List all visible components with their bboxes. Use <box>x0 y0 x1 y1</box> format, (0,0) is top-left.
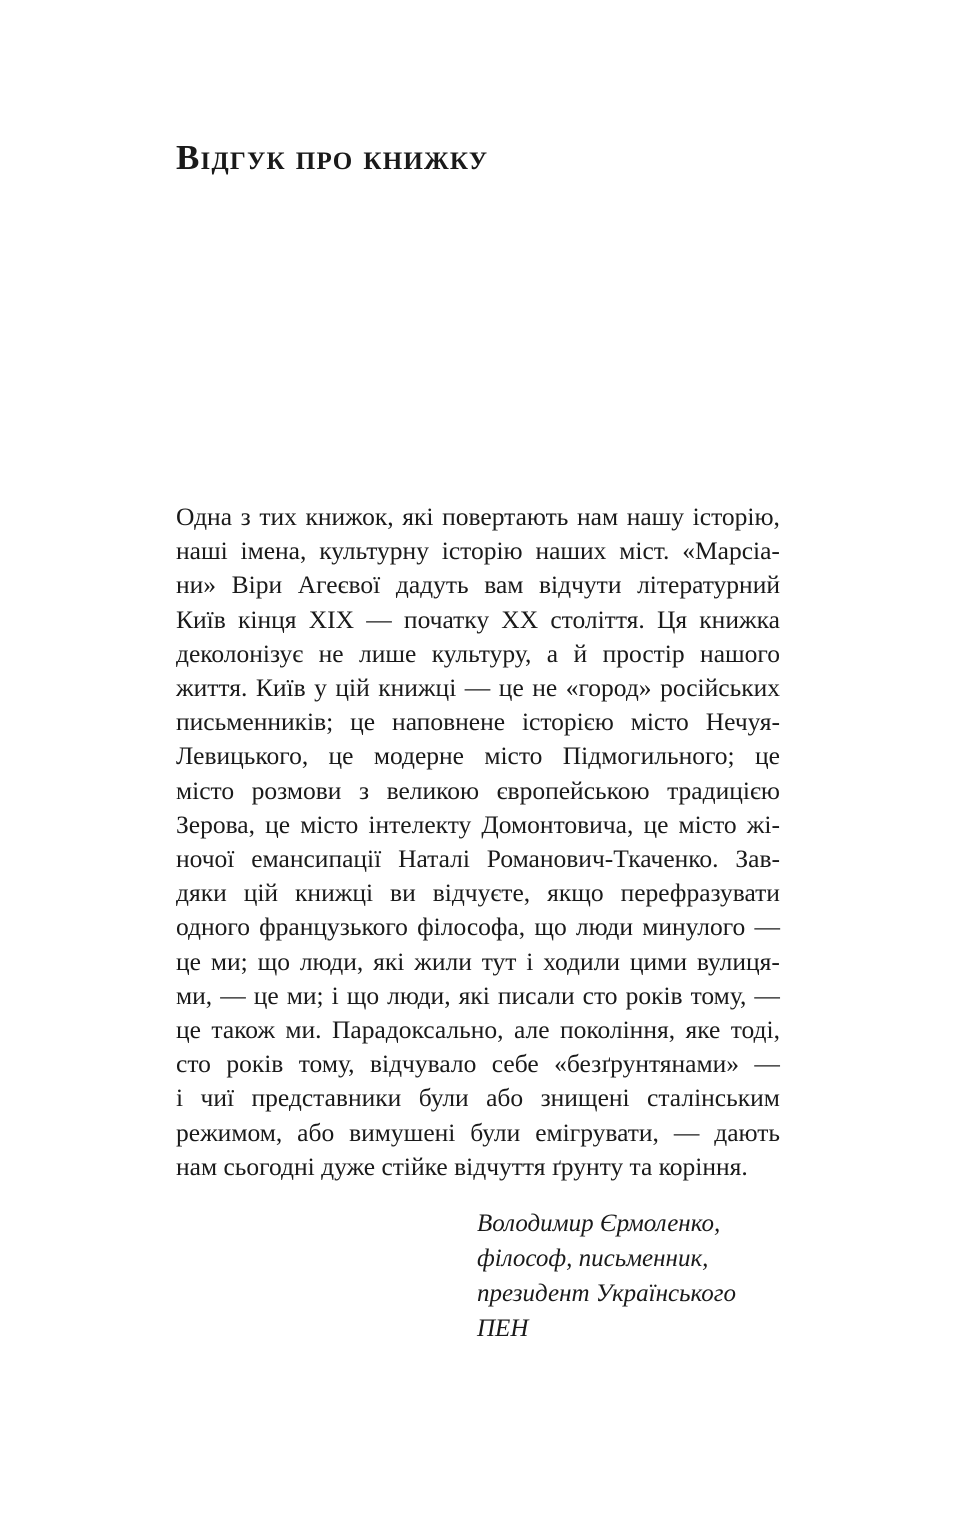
text-line: наші імена, культурну історію наших міст. «Марсіа- <box>176 536 780 566</box>
text-line: і чиї представники були або знищені сталінським <box>176 1083 780 1113</box>
text-line: ПЕН <box>477 1315 529 1342</box>
text-line: життя. Київ у цій книжці — це не «город» російських <box>176 673 780 703</box>
text-line: письменників; це наповнене історією місто Нечуя- <box>176 707 780 737</box>
review-body-text <box>176 500 780 1184</box>
page-title: Відгук про книжку <box>176 138 489 177</box>
text-line: Левицького, це модерне місто Підмогильного; це <box>176 741 780 771</box>
text-line: Київ кінця XIX — початку XX століття. Ця книжка <box>176 604 780 634</box>
text-line: це також ми. Парадоксально, але покоління, яке тоді, <box>176 1015 780 1045</box>
text-line: дяки цій книжці ви відчуєте, якщо перефразувати <box>176 878 780 908</box>
text-line: Одна з тих книжок, які повертають нам нашу історію, <box>176 502 780 531</box>
text-line: ни» Віри Агеєвої дадуть вам відчути літературний <box>176 570 780 600</box>
text-line: сто років тому, відчувало себе «безґрунтянами» — <box>176 1049 780 1079</box>
text-line: одного французького філософа, що люди минулого — <box>176 912 780 942</box>
text-line: ночої емансипації Наталі Романович-Ткаченко. Зав- <box>176 844 780 874</box>
text-line: президент Українського <box>477 1280 736 1307</box>
text-line: деколонізує не лише культуру, а й простір нашого <box>176 638 780 668</box>
text-line: режимом, або вимушені були емігрувати, — дають <box>176 1117 780 1147</box>
attribution-block <box>477 1206 787 1346</box>
text-line: Зерова, це місто інтелекту Домонтовича, це місто жі- <box>176 809 780 839</box>
text-line: це ми; що люди, які жили тут і ходили цими вулиця- <box>176 946 780 976</box>
text-line: Володимир Єрмоленко, <box>477 1210 721 1237</box>
text-line: ми, — це ми; і що люди, які писали сто років тому, — <box>176 980 780 1010</box>
text-line: місто розмови з великою європейською традицією <box>176 775 780 805</box>
text-line: філософ, письменник, <box>477 1245 709 1272</box>
text-line: нам сьогодні дуже стійке відчуття ґрунту та коріння. <box>176 1151 748 1181</box>
